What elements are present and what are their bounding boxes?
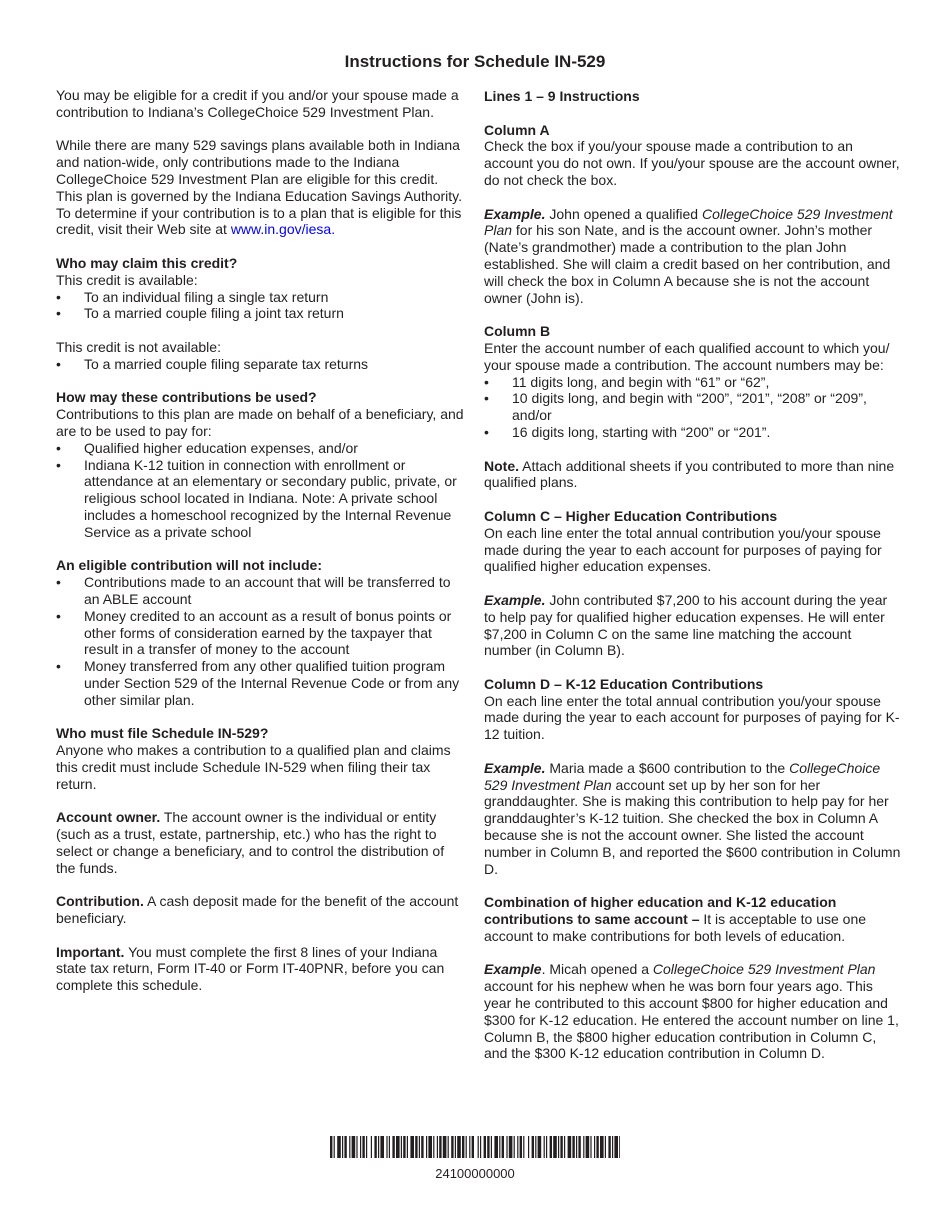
intro-paragraph: You may be eligible for a credit if you and/or your spouse made a contribution to Indiana’s CollegeChoice 529 Investment Plan. — [56, 87, 459, 120]
barcode-bar — [619, 1136, 620, 1158]
barcode-bar — [538, 1136, 542, 1158]
barcode-bar — [484, 1136, 486, 1158]
example-text: account set up by her son for her granddaughter. She is making this contribution to help pay for her granddaughter’s K-12 tuition. She checked the box in Column A because she is not the account owner. She listed the account number in Column B, and reported the $600 contribution in Column D. — [484, 776, 901, 877]
barcode-bar — [344, 1136, 346, 1158]
column-a-example — [484, 206, 902, 307]
barcode-bar — [528, 1136, 529, 1158]
plan-name: CollegeChoice 529 Investment Plan — [652, 961, 876, 978]
barcode-bar — [514, 1136, 515, 1158]
barcode-bar — [564, 1136, 565, 1158]
who-must-file-heading: Who must file Schedule IN-529? — [56, 725, 269, 742]
barcode-bar — [520, 1136, 522, 1158]
not-include-list — [56, 574, 466, 708]
column-a-text: Check the box if you/your spouse made a contribution to an account you do not own. If you/your spouse are the account owner, do not check the box. — [484, 138, 900, 188]
list-item: • Money credited to an account as a result of bonus points or other forms of consideration earned by the taxpayer that result in a transfer of money to the account — [56, 608, 466, 658]
who-may-claim-heading: Who may claim this credit? — [56, 254, 238, 271]
barcode-bar — [419, 1136, 420, 1158]
barcode-bar — [334, 1136, 335, 1158]
account-owner-paragraph — [56, 809, 466, 876]
barcode-bar — [396, 1136, 400, 1158]
barcode-bar — [386, 1136, 387, 1158]
iesa-website-link[interactable]: www.in.gov/iesa. — [230, 221, 336, 238]
right-column — [484, 87, 902, 1062]
list-item: • Contributions made to an account that will be transferred to an ABLE account — [56, 574, 466, 608]
example-label: Example — [484, 961, 542, 978]
list-item: • To an individual filing a single tax return — [56, 289, 466, 306]
barcode-bar — [443, 1136, 447, 1158]
example-text: John opened a qualified — [545, 205, 702, 222]
barcode-bar — [509, 1136, 513, 1158]
account-owner-label: Account owner. — [56, 809, 161, 826]
important-text: You must complete the first 8 lines of your Indiana state tax return, Form IT-40 or Form IT-40PNR, before you can complete this schedule. — [56, 943, 445, 994]
barcode-bar — [532, 1136, 534, 1158]
barcode-bar — [433, 1136, 434, 1158]
barcode-bar — [506, 1136, 507, 1158]
example-text: John contributed $7,200 to his account during the year to help pay for qualified higher education expenses. He will enter $7,200 in Column C on the same line matching the account number (in Column B). — [484, 591, 888, 659]
barcode-bar — [605, 1136, 606, 1158]
combination-text: It is acceptable to use one account to make contributions for both levels of education. — [484, 911, 867, 944]
barcode-bar — [535, 1136, 536, 1158]
column-c-example — [484, 592, 902, 659]
barcode-bar — [546, 1136, 547, 1158]
barcode-icon — [330, 1136, 620, 1158]
barcode-bar — [374, 1136, 376, 1158]
barcode-bar — [462, 1136, 464, 1158]
column-b-text: Enter the account number of each qualified account to which you/ your spouse made a contribution. The account numbers may be: — [484, 339, 890, 373]
barcode-bar — [371, 1136, 372, 1158]
barcode-bar — [553, 1136, 557, 1158]
barcode-bar — [439, 1136, 441, 1158]
barcode-bar — [600, 1136, 604, 1158]
column-d-text: On each line enter the total annual contribution you/your spouse made during the year to each account for purposes of paying for K-12 tuition. — [484, 692, 900, 743]
list-item: • 16 digits long, starting with “200” or “201”. — [484, 424, 902, 441]
contribution-paragraph — [56, 893, 466, 927]
combination-paragraph — [484, 894, 902, 944]
barcode-bar — [457, 1136, 461, 1158]
barcode-bar — [487, 1136, 489, 1158]
barcode-bar — [502, 1136, 504, 1158]
example-label: Example. — [484, 205, 546, 222]
who-must-file-text: Anyone who makes a contribution to a qualified plan and claims this credit must include Schedule IN-529 when filing their tax return. — [56, 742, 451, 792]
barcode-bar — [499, 1136, 500, 1158]
barcode-bar — [356, 1136, 357, 1158]
barcode-bar — [389, 1136, 390, 1158]
barcode-bar — [578, 1136, 580, 1158]
how-used-text: Contributions to this plan are made on behalf of a beneficiary, and are to be used to pay for: — [56, 406, 464, 439]
barcode-bar — [378, 1136, 379, 1158]
list-item: • 11 digits long, and begin with “61” or “62”, — [484, 374, 902, 391]
barcode-bar — [428, 1136, 432, 1158]
barcode-bar — [352, 1136, 356, 1158]
example-label: Example. — [484, 759, 546, 776]
example-label: Example. — [484, 591, 546, 608]
account-owner-text: The account owner is the individual or entity (such as a trust, estate, partnership, etc.) who has the right to select or change a beneficiary, and to control the distribution of the funds. — [56, 809, 445, 876]
barcode-bar — [349, 1136, 350, 1158]
barcode-bar — [337, 1136, 341, 1158]
eligibility-text: While there are many 529 savings plans available both in Indiana and nation-wide, only contributions made to the Indiana CollegeChoice 529 Investment Plan are eligible for this credit. This plan is governed by the Indiana Education Savings Authority. To determine if your contribution is to a plan that is eligible for this credit, visit their Web site at — [56, 137, 462, 238]
list-item: • Qualified higher education expenses, and/or — [56, 440, 466, 457]
combination-example — [484, 961, 902, 1062]
lines-instructions-heading: Lines 1 – 9 Instructions — [484, 88, 640, 104]
barcode-bar — [448, 1136, 449, 1158]
barcode-bar — [544, 1136, 545, 1158]
barcode-bar — [421, 1136, 423, 1158]
list-item: • Indiana K-12 tuition in connection with enrollment or attendance at an elementary or secondary public, private, or religious school located in Indiana. Note: A private school includes a homeschool recognized by the Internal Revenue Service as a private school — [56, 457, 466, 541]
column-d-example — [484, 760, 902, 878]
how-used-list — [56, 440, 466, 541]
plan-name: CollegeChoice 529 Investment Plan — [484, 759, 881, 793]
barcode-bar — [478, 1136, 479, 1158]
eligibility-paragraph — [56, 137, 466, 238]
barcode-bar — [568, 1136, 572, 1158]
barcode-bar — [586, 1136, 590, 1158]
barcode-bar — [480, 1136, 481, 1158]
barcode-bar — [608, 1136, 610, 1158]
barcode-bar — [494, 1136, 498, 1158]
barcode-bar — [407, 1136, 408, 1158]
barcode-bar — [558, 1136, 559, 1158]
column-b-note — [484, 458, 902, 492]
page-title: Instructions for Schedule IN-529 — [344, 52, 606, 71]
note-text: Attach additional sheets if you contributed to more than nine qualified plans. — [484, 457, 895, 491]
barcode-bar — [342, 1136, 343, 1158]
barcode-bar — [380, 1136, 384, 1158]
barcode-bar — [366, 1136, 367, 1158]
barcode-bar — [451, 1136, 453, 1158]
note-label: Note. — [484, 457, 519, 474]
barcode-bar — [614, 1136, 618, 1158]
barcode-bar — [403, 1136, 405, 1158]
barcode-bar — [466, 1136, 467, 1158]
barcode-bar — [362, 1136, 364, 1158]
barcode-bar — [572, 1136, 574, 1158]
barcode-bar — [415, 1136, 417, 1158]
example-text: . Micah opened a — [541, 961, 653, 978]
plan-name: CollegeChoice 529 Investment Plan — [484, 205, 893, 239]
barcode-bar — [612, 1136, 613, 1158]
example-text: account for his nephew when he was born four years ago. This year he contributed to this account $800 for higher education and $300 for K-12 education. He entered the account number on line 1, Column B, the $800 higher education contribution in Column C, and the $300 K-12 education contribution in Column D. — [484, 978, 899, 1062]
available-label: This credit is available: — [56, 271, 198, 288]
example-text: Maria made a $600 contribution to the — [545, 759, 790, 776]
barcode-bar — [550, 1136, 552, 1158]
how-used-heading: How may these contributions be used? — [56, 389, 317, 406]
barcode-bar — [469, 1136, 470, 1158]
barcode-bar — [426, 1136, 427, 1158]
barcode-bar — [437, 1136, 438, 1158]
account-number-list — [484, 374, 902, 441]
barcode-bar — [392, 1136, 394, 1158]
barcode-bar — [472, 1136, 474, 1158]
column-d-heading: Column D – K-12 Education Contributions — [484, 675, 764, 692]
not-available-label: This credit is not available: — [56, 338, 221, 355]
barcode-bar — [410, 1136, 414, 1158]
column-b-heading: Column B — [484, 323, 551, 340]
important-label: Important. — [56, 943, 125, 960]
barcode-bar — [401, 1136, 402, 1158]
barcode-bar — [455, 1136, 456, 1158]
barcode-bar — [596, 1136, 598, 1158]
barcode-bar — [583, 1136, 584, 1158]
list-item: • 10 digits long, and begin with “200”, “201”, “208” or “209”, and/or — [484, 390, 902, 424]
barcode-bar — [576, 1136, 577, 1158]
column-c-text: On each line enter the total annual contribution you/your spouse made during the year to each account for purposes of paying for qualified higher education expenses. — [484, 524, 882, 575]
barcode-bar — [491, 1136, 492, 1158]
barcode-bar — [360, 1136, 361, 1158]
barcode-bar — [590, 1136, 591, 1158]
contribution-label: Contribution. — [56, 893, 144, 910]
important-paragraph — [56, 944, 466, 994]
column-c-heading: Column C – Higher Education Contributions — [484, 507, 778, 524]
available-list — [56, 289, 466, 323]
barcode-bar — [517, 1136, 518, 1158]
list-item: • To a married couple filing a joint tax return — [56, 305, 466, 322]
list-item: • Money transferred from any other qualified tuition program under Section 529 of the Internal Revenue Code or from any other similar plan. — [56, 658, 466, 708]
not-available-list — [56, 356, 466, 373]
combination-heading: Combination of higher education and K-12 education contributions to same account – — [484, 894, 837, 928]
barcode-number: 24100000000 — [435, 1165, 515, 1181]
list-item: • To a married couple filing separate tax returns — [56, 356, 466, 373]
not-include-heading: An eligible contribution will not include: — [56, 557, 322, 574]
example-text: for his son Nate, and is the account owner. John’s mother (Nate’s grandmother) made a contribution to the plan John established. She will claim a credit based on her contribution, and will check the box in Column A because she is not the account owner (John is). — [484, 222, 891, 306]
barcode-bar — [330, 1136, 332, 1158]
barcode-bar — [594, 1136, 595, 1158]
column-a-heading: Column A — [484, 121, 550, 138]
left-column — [56, 87, 466, 994]
barcode-bar — [523, 1136, 524, 1158]
barcode-bar — [560, 1136, 562, 1158]
contribution-text: A cash deposit made for the benefit of the account beneficiary. — [56, 893, 459, 927]
barcode-area — [0, 1136, 950, 1181]
